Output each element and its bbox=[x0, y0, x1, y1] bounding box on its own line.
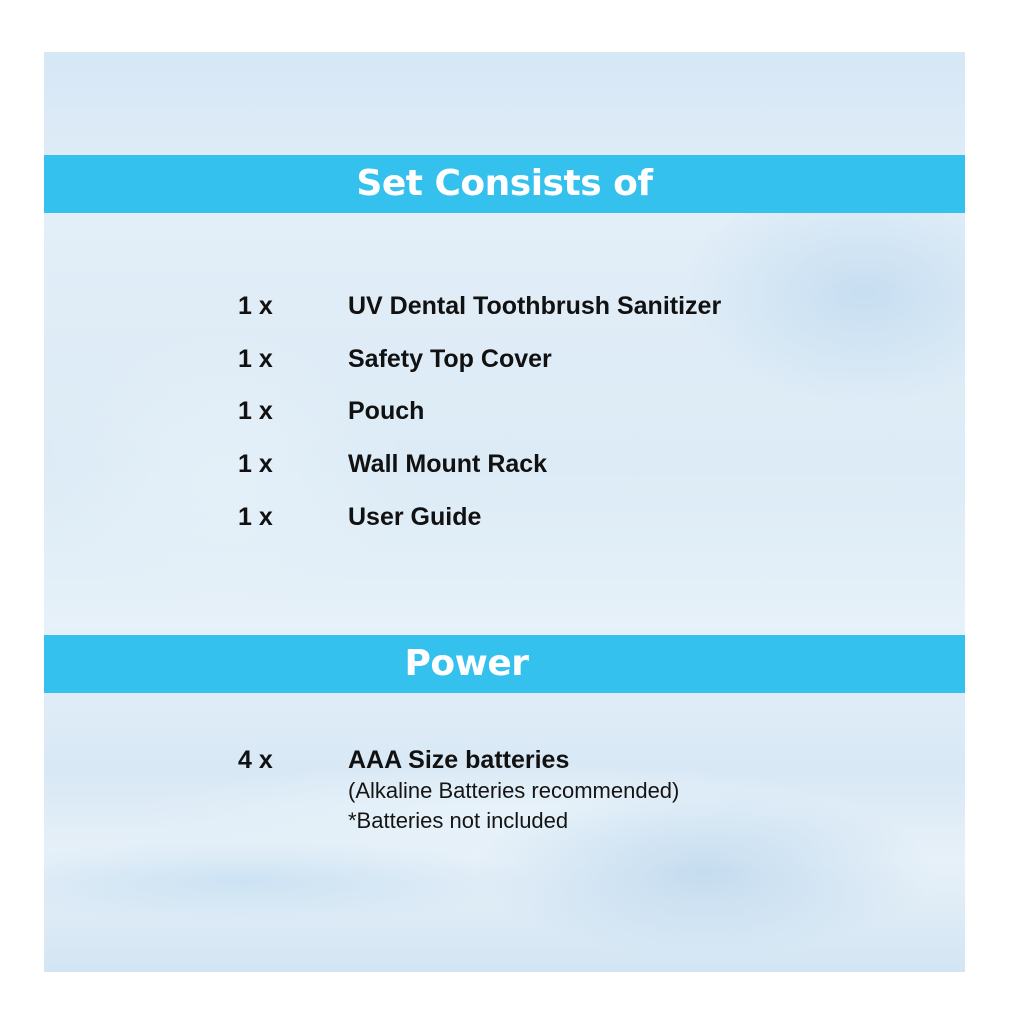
item-name: Pouch bbox=[348, 397, 425, 425]
item-note: (Alkaline Batteries recommended) bbox=[348, 778, 680, 803]
info-panel bbox=[44, 52, 965, 972]
section-header-set-contents bbox=[44, 155, 965, 213]
item-name: Wall Mount Rack bbox=[348, 450, 548, 478]
item-note: *Batteries not included bbox=[348, 808, 569, 833]
list-item bbox=[44, 289, 965, 323]
list-item bbox=[44, 394, 965, 428]
item-quantity: 1 x bbox=[238, 450, 273, 478]
item-quantity: 1 x bbox=[238, 345, 273, 373]
section-title: Power bbox=[404, 643, 529, 684]
item-name: User Guide bbox=[348, 503, 482, 531]
list-item bbox=[44, 500, 965, 534]
list-item bbox=[44, 447, 965, 481]
item-quantity: 1 x bbox=[238, 292, 273, 320]
item-quantity: 1 x bbox=[238, 397, 273, 425]
section-header-power bbox=[44, 635, 965, 693]
section-title: Set Consists of bbox=[356, 163, 653, 204]
list-item bbox=[44, 743, 965, 777]
item-name: Safety Top Cover bbox=[348, 345, 552, 373]
list-item bbox=[44, 342, 965, 376]
item-quantity: 1 x bbox=[238, 503, 273, 531]
item-name: UV Dental Toothbrush Sanitizer bbox=[348, 292, 722, 320]
item-name: AAA Size batteries bbox=[348, 746, 570, 774]
item-quantity: 4 x bbox=[238, 746, 273, 774]
